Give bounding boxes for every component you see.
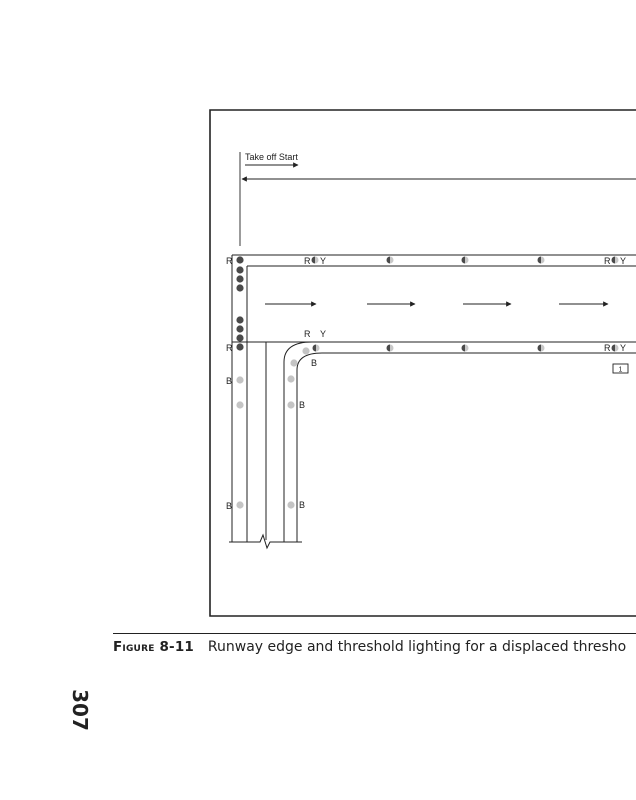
taxiway-blue-light xyxy=(287,401,294,408)
caption-rule xyxy=(113,633,636,634)
threshold-red-light xyxy=(236,284,243,291)
yellow-light-label: Y xyxy=(620,256,627,266)
taxiway-blue-light xyxy=(290,359,297,366)
blue-light-label: B xyxy=(226,501,233,511)
blue-light-label: B xyxy=(299,400,306,410)
taxiway-blue-light xyxy=(236,501,243,508)
yellow-light-label: Y xyxy=(620,343,627,353)
runway-bottom-edge-outer xyxy=(284,342,636,542)
red-light-label: R xyxy=(304,256,311,266)
blue-light-label: B xyxy=(311,358,318,368)
red-light-label: R xyxy=(604,256,611,266)
yellow-light-label: Y xyxy=(320,329,327,339)
page-number: 307 xyxy=(68,689,92,731)
runway-sign-text: 1 xyxy=(618,366,623,374)
threshold-red-light xyxy=(236,316,243,323)
blue-light-label: B xyxy=(226,376,233,386)
edge-light xyxy=(387,257,394,264)
threshold-red-light xyxy=(236,334,243,341)
taxiway-blue-light xyxy=(287,501,294,508)
taxiway-blue-light xyxy=(236,401,243,408)
edge-light-red-yellow xyxy=(612,345,619,352)
edge-light xyxy=(387,345,394,352)
caption-text: Runway edge and threshold lighting for a displaced thresho xyxy=(207,639,627,655)
red-light-label: R xyxy=(226,256,233,266)
threshold-red-light xyxy=(236,343,243,350)
runway-bottom-edge-inner xyxy=(297,353,636,542)
threshold-red-light xyxy=(236,266,243,273)
red-light-label: R xyxy=(226,343,233,353)
edge-light xyxy=(462,257,469,264)
edge-light xyxy=(538,257,545,264)
blue-light-label: B xyxy=(299,500,306,510)
edge-light-red-yellow xyxy=(312,257,319,264)
figure-label: Figure 8-11 xyxy=(113,639,195,655)
edge-light-red-yellow xyxy=(612,257,619,264)
yellow-light-label: Y xyxy=(320,256,327,266)
red-light-label: R xyxy=(304,329,311,339)
edge-light-red-yellow xyxy=(313,345,320,352)
edge-light xyxy=(538,345,545,352)
taxiway-blue-light xyxy=(287,375,294,382)
threshold-red-light xyxy=(236,275,243,282)
runway-sign xyxy=(613,364,628,374)
threshold-red-light xyxy=(236,256,243,263)
figure-caption xyxy=(113,638,626,655)
figure-frame xyxy=(210,110,636,616)
red-light-label: R xyxy=(604,343,611,353)
threshold-red-light xyxy=(236,325,243,332)
edge-light xyxy=(462,345,469,352)
taxiway-blue-light xyxy=(236,376,243,383)
takeoff-start-label: Take off Start xyxy=(245,152,298,162)
taxiway-blue-light xyxy=(302,347,309,354)
